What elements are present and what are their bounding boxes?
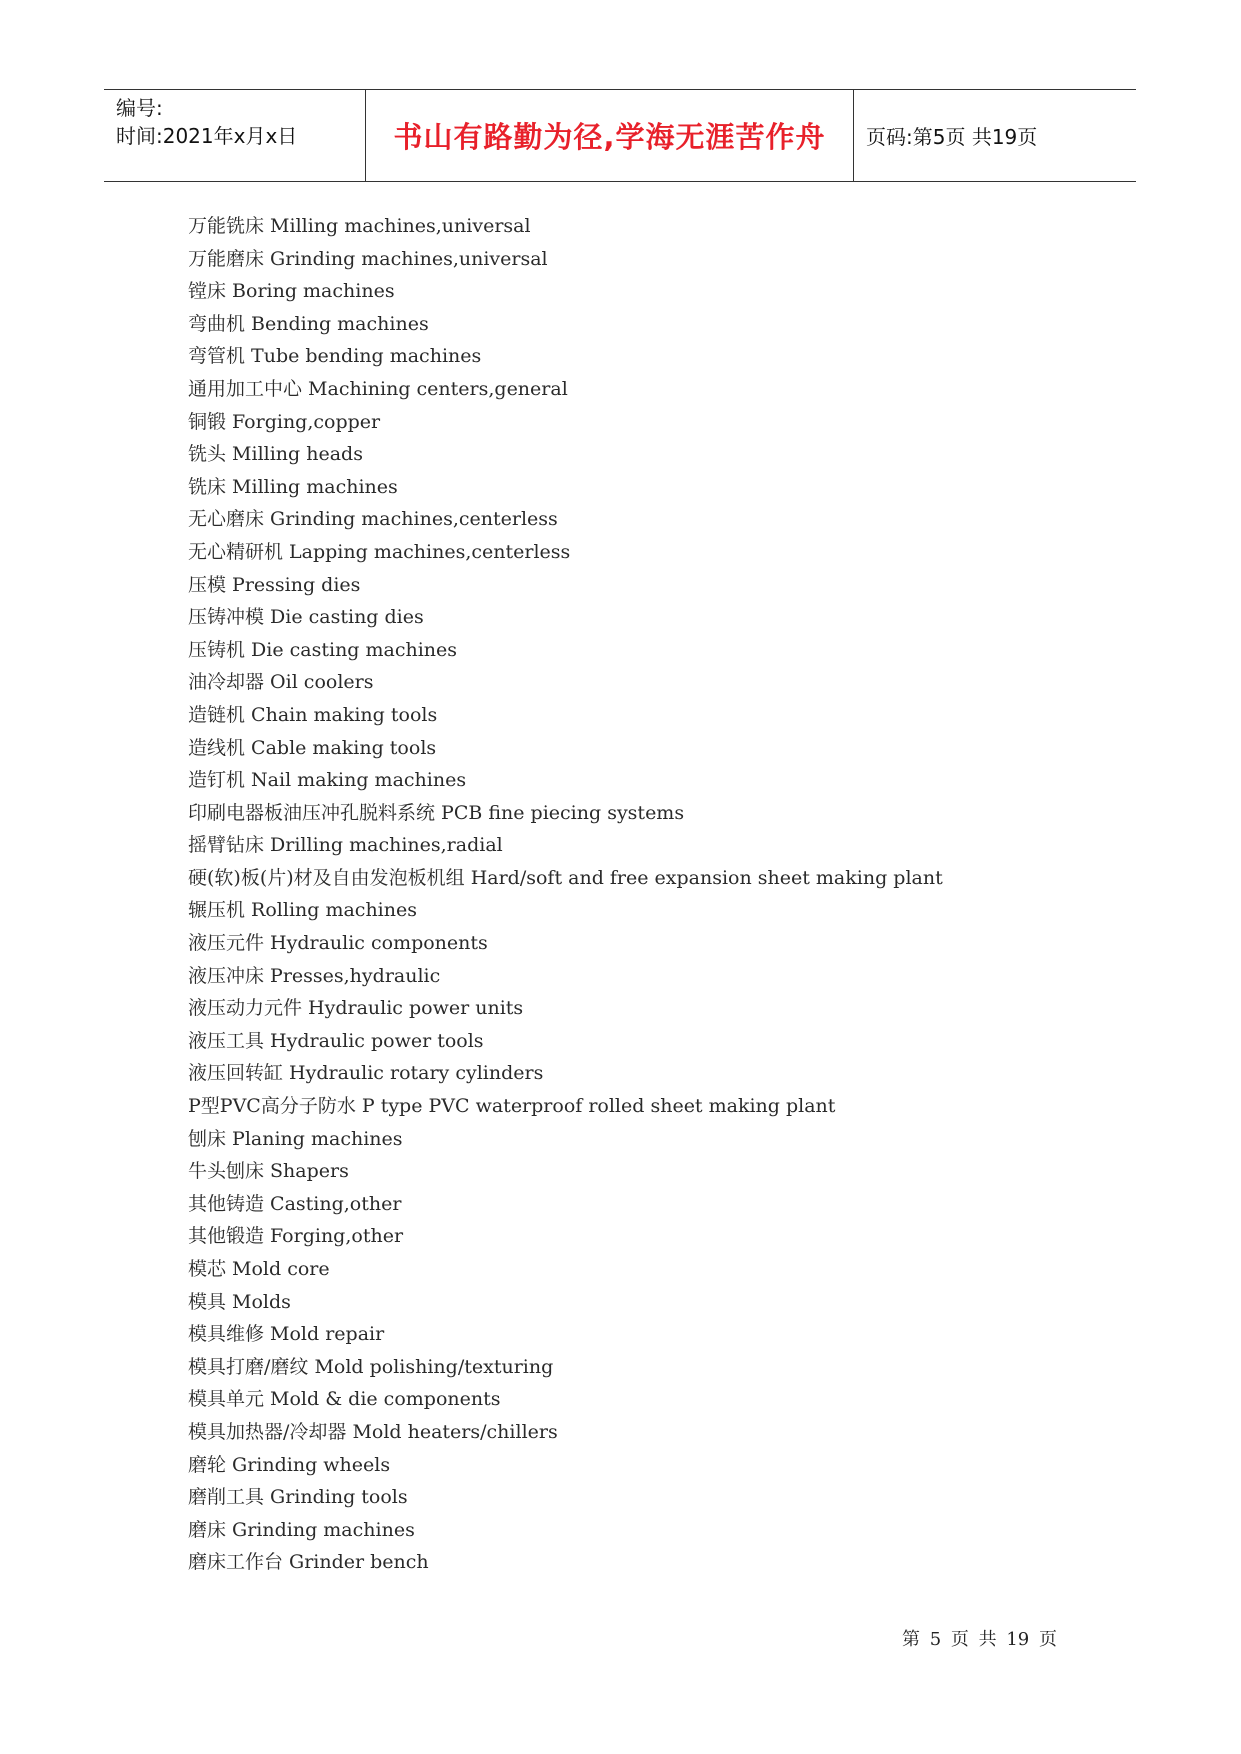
glossary-entry: 压铸冲模 Die casting dies	[188, 606, 424, 629]
header-page-info-cell	[854, 90, 1136, 181]
glossary-entry: 液压工具 Hydraulic power tools	[188, 1029, 484, 1052]
glossary-entry: 模具加热器/冷却器 Mold heaters/chillers	[188, 1420, 558, 1443]
glossary-entry: 弯管机 Tube bending machines	[188, 345, 482, 368]
glossary-entry: 液压冲床 Presses,hydraulic	[188, 964, 441, 987]
header-page-info: 页码:第5页 共19页	[866, 125, 1038, 149]
header-motto: 书山有路勤为径,学海无涯苦作舟	[393, 120, 826, 154]
glossary-entry: 磨削工具 Grinding tools	[188, 1486, 408, 1509]
glossary-entry: 磨轮 Grinding wheels	[188, 1453, 391, 1476]
glossary-entry: 压铸机 Die casting machines	[188, 638, 458, 661]
glossary-entry: 磨床 Grinding machines	[188, 1518, 415, 1541]
glossary-entry: P型PVC高分子防水 P type PVC waterproof rolled sheet making plant	[188, 1095, 836, 1118]
glossary-entry: 模具打磨/磨纹 Mold polishing/texturing	[188, 1355, 554, 1378]
glossary-entry: 铣床 Milling machines	[188, 475, 398, 498]
glossary-entry: 无心磨床 Grinding machines,centerless	[188, 508, 558, 531]
header-motto-cell	[366, 90, 854, 181]
glossary-entry: 模具单元 Mold & die components	[188, 1388, 501, 1411]
glossary-entry: 万能铣床 Milling machines,universal	[188, 215, 531, 237]
glossary-entry: 造链机 Chain making tools	[188, 703, 438, 726]
glossary-entry: 牛头刨床 Shapers	[188, 1160, 349, 1183]
glossary-entry: 造钉机 Nail making machines	[188, 769, 467, 792]
glossary-entry: 无心精研机 Lapping machines,centerless	[188, 540, 571, 563]
glossary-entry: 液压动力元件 Hydraulic power units	[188, 997, 524, 1020]
document-date: 时间:2021年x月x日	[116, 124, 298, 148]
footer-page-number: 第 5 页 共 19 页	[902, 1629, 1057, 1650]
glossary-entry: 刨床 Planing machines	[188, 1127, 403, 1150]
glossary-entry: 辗压机 Rolling machines	[188, 899, 417, 922]
glossary-list	[188, 210, 943, 1579]
glossary-entry: 模芯 Mold core	[188, 1258, 330, 1280]
glossary-entry: 弯曲机 Bending machines	[188, 312, 429, 335]
glossary-entry: 铣头 Milling heads	[188, 443, 363, 466]
glossary-entry: 模具 Molds	[188, 1290, 291, 1313]
glossary-entry: 液压元件 Hydraulic components	[188, 932, 488, 955]
glossary-entry: 摇臂钻床 Drilling machines,radial	[188, 834, 503, 857]
glossary-entry: 万能磨床 Grinding machines,universal	[188, 247, 548, 270]
glossary-entry: 模具维修 Mold repair	[188, 1323, 385, 1346]
document-number-label: 编号:	[116, 96, 163, 120]
header-meta	[104, 90, 366, 181]
glossary-entry: 铜锻 Forging,copper	[188, 410, 381, 433]
glossary-entry: 通用加工中心 Machining centers,general	[188, 377, 568, 400]
page-header	[104, 89, 1136, 182]
glossary-entry: 磨床工作台 Grinder bench	[188, 1551, 429, 1574]
glossary-entry: 油冷却器 Oil coolers	[188, 671, 374, 694]
page-footer	[902, 1625, 1057, 1651]
glossary-entry: 压模 Pressing dies	[188, 573, 361, 596]
glossary-entry: 镗床 Boring machines	[188, 280, 395, 303]
glossary-entry: 硬(软)板(片)材及自由发泡板机组 Hard/soft and free expansion sheet making plant	[188, 866, 943, 889]
glossary-entry: 印刷电器板油压冲孔脱料系统 PCB fine piecing systems	[188, 801, 685, 824]
glossary-entry: 造线机 Cable making tools	[188, 736, 437, 759]
glossary-entry: 液压回转缸 Hydraulic rotary cylinders	[188, 1062, 544, 1085]
glossary-entry: 其他铸造 Casting,other	[188, 1192, 402, 1215]
glossary-entry: 其他锻造 Forging,other	[188, 1225, 404, 1248]
